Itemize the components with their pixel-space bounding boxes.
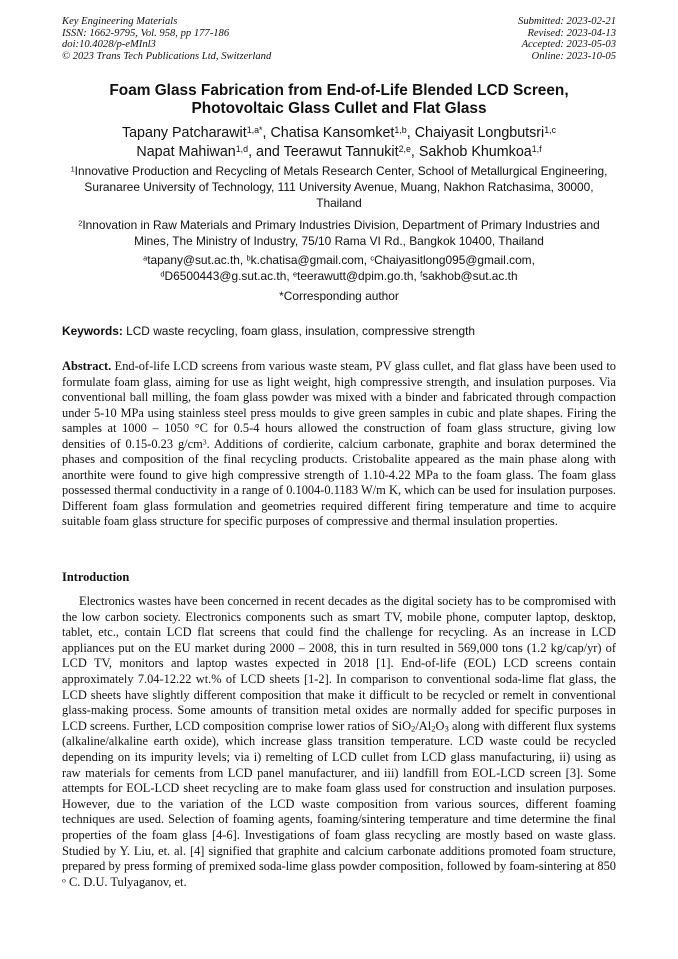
email-link[interactable]: Chaiyasitlong095@gmail.com, xyxy=(374,253,535,267)
author-affiliation-mark: 1,c xyxy=(544,125,557,136)
intro-text: /Al xyxy=(415,718,432,733)
intro-text: C. D.U. Tulyaganov, et. xyxy=(65,874,187,889)
email-link[interactable]: k.chatisa@gmail.com, xyxy=(250,253,368,267)
intro-text: Electronics wastes have been concerned in recent decades as the digital society has to be compromised with the low carbon society. Electronics components such as smart TV, mobile phone, computer laptop, desktop, tablet, etc., contain LCD flat screens that could find the challenge for recycling. As an increase in LCD appliances put on the EU market during 2000 – 2008, this in turn resulted in 569,000 tons (1.2 kg/cap/yr) of LCD TV, monitors and laptop wastes expected in 2018 [1]. End-of-life (EOL) LCD screens contain approximately 7.04-12.22 wt.% of LCD sheets [1-2]. In comparison to conventional soda-lime flat glass, the LCD sheets have slightly different composition that make it difficult to be recycled or remelt in conventional glass-making process. Some amounts of transition metal oxides are normally added for specific purposes in LCD screens. Further, LCD composition comprise lower ratios of SiO xyxy=(62,594,616,733)
abstract xyxy=(62,359,616,530)
author-line-1: Tapany Patcharawit$^{1,a*}$, Chatisa Kansomket$^{1,b}$, Chaiyasit Longbutsri$^{1,c}$ xyxy=(121,125,557,141)
paper-title-line-1: Foam Glass Fabrication from End-of-Life Blended LCD Screen, xyxy=(109,82,569,99)
author-affiliation-mark: 1,f xyxy=(531,143,542,154)
journal-info xyxy=(62,16,271,62)
date-online: Online: 2023-10-05 xyxy=(531,50,616,62)
author-name: Napat Mahiwan xyxy=(136,143,236,160)
abstract-superscript: 3 xyxy=(202,437,207,447)
email-mark: b xyxy=(246,253,251,263)
affiliation-text: Innovation in Raw Materials and Primary Industries Division, Department of Primary Industries and Mines, The Ministry of Industry, 75/10 Rama VI Rd., Bangkok 10400, Thailand xyxy=(82,218,600,248)
email-mark: c xyxy=(370,253,375,263)
journal-doi: doi:10.4028/p-eMInl3 xyxy=(62,39,156,51)
author-list xyxy=(62,124,616,161)
author-affiliation-mark: 1,b xyxy=(394,125,407,136)
email-link[interactable]: sakhob@sut.ac.th xyxy=(422,268,518,283)
author-name: Tapany Patcharawit xyxy=(121,125,247,141)
author-name: Chaiyasit Longbutsri xyxy=(414,125,545,141)
paper-title-line-2: Photovoltaic Glass Cullet and Flat Glass xyxy=(191,99,487,117)
section-heading-introduction: Introduction xyxy=(62,570,130,584)
author-name: Sakhob Khumkoa xyxy=(418,143,532,160)
email-mark: a xyxy=(143,253,148,263)
keywords-text: LCD waste recycling, foam glass, insulation, compressive strength xyxy=(126,324,476,338)
email-line-2 xyxy=(62,269,616,285)
publication-dates xyxy=(518,16,616,62)
intro-subscript: 3 xyxy=(444,723,449,734)
author-name: Chatisa Kansomket xyxy=(270,125,395,141)
affiliation-mark: 1 xyxy=(70,164,75,174)
introduction-paragraph xyxy=(62,594,616,890)
corresponding-author-note: *Corresponding author xyxy=(279,289,399,303)
paper-title xyxy=(62,82,616,117)
author-name: and Teerawut Tannukit xyxy=(256,143,399,160)
journal-name: Key Engineering Materials xyxy=(62,16,178,27)
author-line-2: Napat Mahiwan$^{1,d}$, and Teerawut Tannukit$^{2,e}$, Sakhob Khumkoa$^{1,f}$ xyxy=(136,143,542,160)
author-emails xyxy=(62,253,616,285)
date-accepted: Accepted: 2023-05-03 xyxy=(521,39,616,51)
affiliation-2 xyxy=(62,218,616,250)
email-mark: d xyxy=(160,269,165,279)
author-affiliation-mark: 1,d xyxy=(235,143,249,154)
email-link[interactable]: D6500443@g.sut.ac.th, xyxy=(164,268,290,283)
intro-degree-mark: o xyxy=(62,875,66,885)
intro-text: O xyxy=(435,718,445,733)
abstract-text: End-of-life LCD screens from various waste steam, PV glass cullet, and flat glass have been used to formulate foam glass, aiming for use as light weight, high compressive strength, and insulation purposes. Via conventional ball milling, the foam glass powder was mixed with a binder and fabricated through compaction under 5-10 MPa using stainless steel press moulds to give green samples in cubic and plate shapes. Firing the samples at 1000 – 1050 °C for 0.5-4 hours allowed the construction of foam glass structure, giving low densities of 0.15-0.23 g/cm xyxy=(62,359,616,451)
email-line-1 xyxy=(62,253,616,269)
abstract-text-cont: . Additions of cordierite, calcium carbonate, graphite and borax determined the phases and composition of the final recycling products. Cristobalite appeared as the main phase along with anorthite were found to give high compressive strength of 1.10-4.22 MPa to the foam glass. The foam glass possessed thermal conductivity in a range of 0.1004-0.1183 W/m K, which can be used for insulation purposes. Different foam glass formulation and geometries required different firing temperature and time to acquire suitable foam glass structure for specific purposes of compressive and thermal insulation properties. xyxy=(62,436,616,529)
email-mark: f xyxy=(420,269,423,279)
affiliation-text: Innovative Production and Recycling of Metals Research Center, School of Metallurgical Engineering, Suranaree University of Technology, 111 University Avenue, Muang, Nakhon Ratchasima, 30000, Thailand xyxy=(74,164,608,210)
author-affiliation-mark: 1,a* xyxy=(246,125,263,136)
abstract-label: Abstract. xyxy=(62,359,112,373)
journal-copyright: © 2023 Trans Tech Publications Ltd, Switzerland xyxy=(62,50,272,62)
intro-subscript: 2 xyxy=(411,723,416,734)
intro-text: along with different flux systems (alkaline/alkaline earth oxide), which increase glass transition temperature. LCD waste could be recycled depending on its impurity levels; via i) remelting of LCD cullet from LCD glass manufacturing, ii) using as raw materials for cements from LCD panel manufacturer, and iii) landfill from EOL-LCD screen [3]. Some attempts for EOL-LCD sheet recycling are to make foam glass used for construction and insulation purposes. However, due to the variation of the LCD waste composition from various sources, different foaming techniques are used. Selection of foaming agents, foaming/sintering temperature and time determine the final properties of the foam glass [4-6]. Investigations of foam glass recycling are mostly based on waste glass. Studied by Y. Liu, et. al. [4] signified that graphite and calcium carbonate additions promoted foam structure, prepared by press forming of premixed soda-lime glass powder composition, followed by foam-sintering at 850 xyxy=(62,718,616,874)
email-link[interactable]: tapany@sut.ac.th, xyxy=(147,253,244,267)
keywords xyxy=(62,324,616,339)
intro-subscript: 2 xyxy=(431,723,436,734)
date-submitted: Submitted: 2023-02-21 xyxy=(518,16,616,27)
keywords-label: Keywords: xyxy=(62,324,123,338)
author-affiliation-mark: 2,e xyxy=(398,143,411,154)
affiliation-mark: 2 xyxy=(78,218,83,228)
journal-issn: ISSN: 1662-9795, Vol. 958, pp 177-186 xyxy=(62,27,230,39)
affiliation-1 xyxy=(62,164,616,211)
email-link[interactable]: teerawutt@dpim.go.th, xyxy=(297,268,417,283)
email-mark: e xyxy=(292,269,298,279)
date-revised: Revised: 2023-04-13 xyxy=(527,27,616,39)
